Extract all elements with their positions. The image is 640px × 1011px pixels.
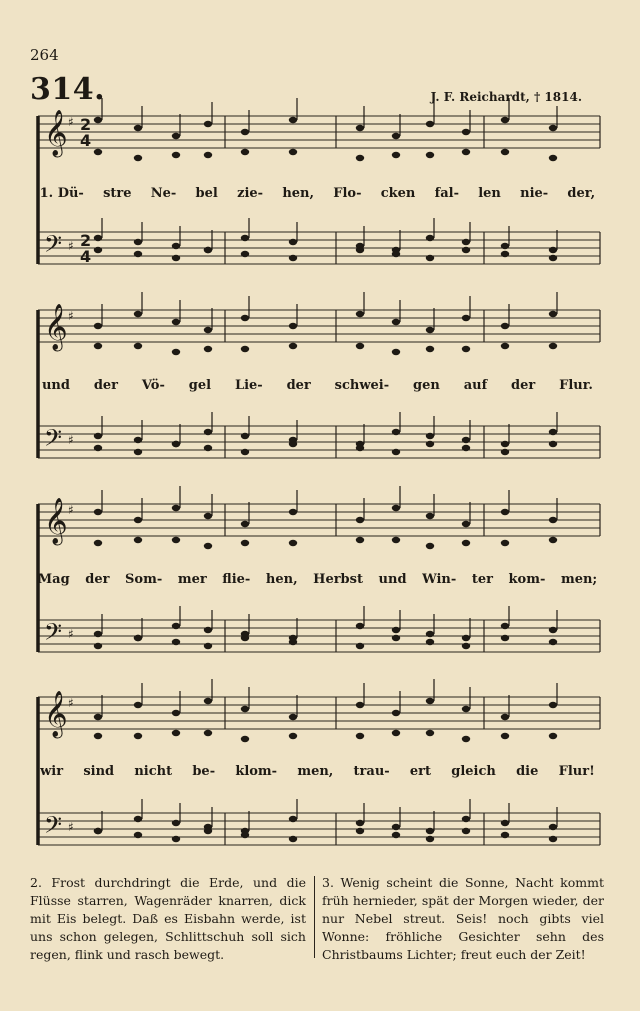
notehead: [356, 343, 364, 349]
notehead: [462, 635, 470, 641]
notehead: [172, 133, 180, 139]
notehead: [172, 537, 180, 543]
notehead: [134, 155, 142, 161]
notehead: [241, 251, 249, 257]
notehead: [426, 441, 434, 447]
notehead: [501, 733, 509, 739]
notehead: [549, 639, 557, 645]
notehead: [134, 449, 142, 455]
notehead: [204, 247, 212, 253]
sharp-icon: ♯: [68, 239, 74, 253]
notehead: [134, 239, 142, 245]
notehead: [501, 623, 509, 629]
notehead: [356, 247, 364, 253]
lyric-syllable: ert: [409, 763, 432, 779]
lyric-syllable: hen,: [282, 185, 315, 201]
notehead: [501, 832, 509, 838]
sharp-icon: ♯: [68, 503, 74, 517]
notehead: [462, 315, 470, 321]
notehead: [241, 433, 249, 439]
lyric-syllable: zie-: [237, 185, 264, 201]
notehead: [462, 816, 470, 822]
time-signature-top: 2: [80, 115, 92, 134]
lyric-syllable: trau-: [353, 763, 390, 779]
bass-clef-icon: 𝄢: [44, 424, 63, 457]
notehead: [462, 445, 470, 451]
notehead: [426, 346, 434, 352]
notehead: [172, 152, 180, 158]
notehead: [94, 828, 102, 834]
notehead: [241, 832, 249, 838]
lyric-syllable: klom-: [235, 763, 278, 779]
treble-clef-icon: 𝄞: [44, 110, 68, 156]
lyric-syllable: und: [41, 377, 70, 393]
notehead: [462, 346, 470, 352]
notehead: [289, 239, 297, 245]
lyric-syllable: hen,: [265, 571, 298, 587]
notehead: [134, 702, 142, 708]
notehead: [549, 441, 557, 447]
notehead: [289, 733, 297, 739]
treble-clef-icon: 𝄞: [44, 498, 68, 544]
notehead: [392, 319, 400, 325]
lyric-syllable: len: [478, 185, 501, 201]
notehead: [549, 537, 557, 543]
lyric-syllable: auf: [463, 377, 488, 393]
stanza-3: 3. Wenig scheint die Sonne, Nacht kommt früh hernieder, spät der Morgen wieder, der nur Nebel streut. Seis! noch gibts viel Wonne: fröhliche Gesichter sehn des Christbaums Lichter; freut euch der Zeit!: [322, 875, 604, 962]
notehead: [392, 133, 400, 139]
notehead: [392, 537, 400, 543]
notehead: [549, 343, 557, 349]
lyric-syllable: Mag: [37, 571, 70, 587]
lyric-syllable: der,: [567, 185, 596, 201]
sharp-icon: ♯: [68, 696, 74, 710]
lyric-syllable: men,: [297, 763, 334, 779]
notehead: [426, 327, 434, 333]
notehead: [172, 319, 180, 325]
treble-clef-icon: 𝄞: [44, 691, 68, 737]
notehead: [501, 441, 509, 447]
hymn-number: 314.: [30, 72, 106, 107]
notehead: [172, 623, 180, 629]
notehead: [289, 816, 297, 822]
notehead: [94, 323, 102, 329]
lyric-syllable: 1. Dü-: [39, 185, 84, 201]
lyric-syllable: Ne-: [150, 185, 177, 201]
notehead: [392, 710, 400, 716]
notehead: [94, 643, 102, 649]
notehead: [356, 517, 364, 523]
lyrics-system-3: [30, 569, 605, 589]
notehead: [392, 449, 400, 455]
notehead: [392, 152, 400, 158]
notehead: [241, 449, 249, 455]
sharp-icon: ♯: [68, 309, 74, 323]
lyric-syllable: be-: [192, 763, 216, 779]
notehead: [462, 828, 470, 834]
notehead: [94, 733, 102, 739]
notehead: [94, 343, 102, 349]
notehead: [549, 125, 557, 131]
lyric-syllable: der: [511, 377, 536, 393]
lyric-syllable: ter: [471, 571, 493, 587]
notehead: [356, 125, 364, 131]
notehead: [392, 824, 400, 830]
notehead: [134, 311, 142, 317]
notehead: [501, 540, 509, 546]
notehead: [241, 149, 249, 155]
notehead: [392, 251, 400, 257]
notehead: [204, 445, 212, 451]
notehead: [426, 730, 434, 736]
lyric-syllable: der: [85, 571, 110, 587]
lyric-syllable: Lie-: [234, 377, 263, 393]
notehead: [289, 639, 297, 645]
notehead: [134, 343, 142, 349]
lyric-syllable: Flo-: [333, 185, 362, 201]
notehead: [462, 129, 470, 135]
notehead: [172, 639, 180, 645]
notehead: [94, 149, 102, 155]
stanza-divider: [314, 876, 315, 958]
notehead: [501, 714, 509, 720]
sharp-icon: ♯: [68, 820, 74, 834]
notehead: [134, 437, 142, 443]
notehead: [426, 631, 434, 637]
notehead: [392, 429, 400, 435]
notehead: [204, 346, 212, 352]
notehead: [426, 255, 434, 261]
notehead: [462, 239, 470, 245]
notehead: [501, 449, 509, 455]
notehead: [172, 820, 180, 826]
notehead: [392, 349, 400, 355]
notehead: [501, 820, 509, 826]
lyric-syllable: wir: [40, 763, 64, 779]
bass-clef-icon: 𝄢: [44, 618, 63, 651]
notehead: [501, 251, 509, 257]
notehead: [94, 509, 102, 515]
notehead: [426, 828, 434, 834]
notehead: [462, 736, 470, 742]
notehead: [356, 445, 364, 451]
notehead: [426, 698, 434, 704]
notehead: [134, 733, 142, 739]
lyric-syllable: und: [378, 571, 407, 587]
notehead: [501, 243, 509, 249]
notehead: [241, 315, 249, 321]
notehead: [241, 129, 249, 135]
notehead: [134, 635, 142, 641]
notehead: [392, 832, 400, 838]
lyrics-system-4: [30, 761, 605, 781]
lyric-syllable: cken: [380, 185, 416, 201]
time-signature-bottom: 4: [80, 247, 92, 266]
notehead: [204, 429, 212, 435]
notehead: [392, 730, 400, 736]
notehead: [172, 710, 180, 716]
notehead: [172, 505, 180, 511]
notehead: [289, 255, 297, 261]
notehead: [204, 730, 212, 736]
lyric-syllable: Vö-: [141, 377, 165, 393]
notehead: [134, 251, 142, 257]
notehead: [172, 730, 180, 736]
notehead: [549, 702, 557, 708]
notehead: [289, 343, 297, 349]
notehead: [462, 643, 470, 649]
notehead: [241, 540, 249, 546]
lyric-syllable: stre: [103, 185, 132, 201]
notehead: [426, 836, 434, 842]
time-signature-bottom: 4: [80, 131, 92, 150]
notehead: [204, 543, 212, 549]
lyric-syllable: Win-: [422, 571, 457, 587]
notehead: [289, 149, 297, 155]
notehead: [501, 149, 509, 155]
notehead: [462, 521, 470, 527]
lyric-syllable: nicht: [134, 763, 173, 779]
notehead: [549, 247, 557, 253]
notehead: [356, 733, 364, 739]
notehead: [426, 433, 434, 439]
notehead: [241, 346, 249, 352]
lyric-syllable: kom-: [508, 571, 546, 587]
notehead: [172, 441, 180, 447]
notehead: [94, 631, 102, 637]
lyric-syllable: der: [93, 377, 119, 393]
notehead: [204, 627, 212, 633]
notehead: [204, 152, 212, 158]
notehead: [426, 121, 434, 127]
notehead: [94, 247, 102, 253]
notehead: [204, 121, 212, 127]
lyrics-system-1: [30, 183, 605, 203]
sharp-icon: ♯: [68, 433, 74, 447]
notehead: [172, 836, 180, 842]
notehead: [462, 540, 470, 546]
lyric-syllable: bel: [195, 185, 218, 201]
lyric-syllable: Herbst: [313, 571, 363, 587]
composer-credit: J. F. Reichardt, † 1814.: [430, 90, 582, 104]
notehead: [172, 255, 180, 261]
lyric-syllable: sind: [83, 763, 115, 779]
notehead: [289, 540, 297, 546]
notehead: [501, 635, 509, 641]
notehead: [549, 836, 557, 842]
notehead: [134, 832, 142, 838]
notehead: [356, 820, 364, 826]
notehead: [204, 513, 212, 519]
notehead: [134, 517, 142, 523]
bass-clef-icon: 𝄢: [44, 811, 63, 844]
notehead: [549, 517, 557, 523]
notehead: [134, 816, 142, 822]
notehead: [241, 235, 249, 241]
notehead: [356, 828, 364, 834]
notehead: [356, 537, 364, 543]
notehead: [392, 505, 400, 511]
notehead: [134, 125, 142, 131]
notehead: [501, 117, 509, 123]
notehead: [356, 311, 364, 317]
notehead: [392, 627, 400, 633]
bass-clef-icon: 𝄢: [44, 230, 63, 263]
notehead: [204, 828, 212, 834]
lyric-syllable: schwei-: [334, 377, 390, 393]
notehead: [94, 540, 102, 546]
notehead: [94, 714, 102, 720]
notehead: [94, 235, 102, 241]
lyric-syllable: flie-: [222, 571, 251, 587]
notehead: [462, 706, 470, 712]
notehead: [392, 635, 400, 641]
lyric-syllable: Flur!: [558, 763, 595, 779]
notehead: [356, 643, 364, 649]
lyrics-system-2: [30, 375, 605, 395]
notehead: [501, 323, 509, 329]
time-signature-top: 2: [80, 231, 92, 250]
notehead: [426, 235, 434, 241]
lyric-syllable: gel: [188, 377, 212, 393]
lyric-syllable: die: [516, 763, 539, 779]
notehead: [172, 243, 180, 249]
notehead: [94, 445, 102, 451]
notehead: [241, 635, 249, 641]
page-number: 264: [30, 46, 59, 64]
treble-clef-icon: 𝄞: [44, 304, 68, 350]
notehead: [289, 836, 297, 842]
notehead: [356, 702, 364, 708]
notehead: [549, 627, 557, 633]
notehead: [289, 714, 297, 720]
notehead: [549, 824, 557, 830]
notehead: [426, 152, 434, 158]
lyric-syllable: der: [286, 377, 311, 393]
notehead: [356, 623, 364, 629]
notehead: [204, 698, 212, 704]
notehead: [462, 437, 470, 443]
notehead: [134, 537, 142, 543]
notehead: [204, 327, 212, 333]
lyric-syllable: Som-: [125, 571, 163, 587]
lyric-syllable: nie-: [520, 185, 549, 201]
lyric-syllable: mer: [177, 571, 207, 587]
notehead: [549, 733, 557, 739]
notehead: [289, 117, 297, 123]
notehead: [462, 149, 470, 155]
notehead: [501, 509, 509, 515]
notehead: [426, 513, 434, 519]
notehead: [426, 543, 434, 549]
sharp-icon: ♯: [68, 115, 74, 129]
notehead: [549, 255, 557, 261]
notehead: [241, 521, 249, 527]
notehead: [94, 433, 102, 439]
notehead: [549, 155, 557, 161]
notehead: [549, 311, 557, 317]
notehead: [289, 323, 297, 329]
lyric-syllable: gen: [413, 377, 440, 393]
stanza-2: 2. Frost durchdringt die Erde, und die Flüsse starren, Wagenräder knarren, dick mit Eis belegt. Daß es Eisbahn werde, ist uns schon gelegen, Schlittschuh soll sich regen, flink und rasch bewegt.: [30, 875, 306, 962]
lyric-syllable: men;: [560, 571, 598, 587]
sharp-icon: ♯: [68, 627, 74, 641]
notehead: [289, 509, 297, 515]
notehead: [204, 643, 212, 649]
lyric-syllable: gleich: [451, 763, 496, 779]
notehead: [549, 429, 557, 435]
notehead: [241, 736, 249, 742]
notehead: [289, 441, 297, 447]
notehead: [172, 349, 180, 355]
notehead: [356, 155, 364, 161]
notehead: [94, 117, 102, 123]
lyric-syllable: Flur.: [559, 377, 593, 393]
lyric-syllable: fal-: [434, 185, 459, 201]
notehead: [241, 706, 249, 712]
notehead: [501, 343, 509, 349]
notehead: [462, 247, 470, 253]
notehead: [426, 639, 434, 645]
